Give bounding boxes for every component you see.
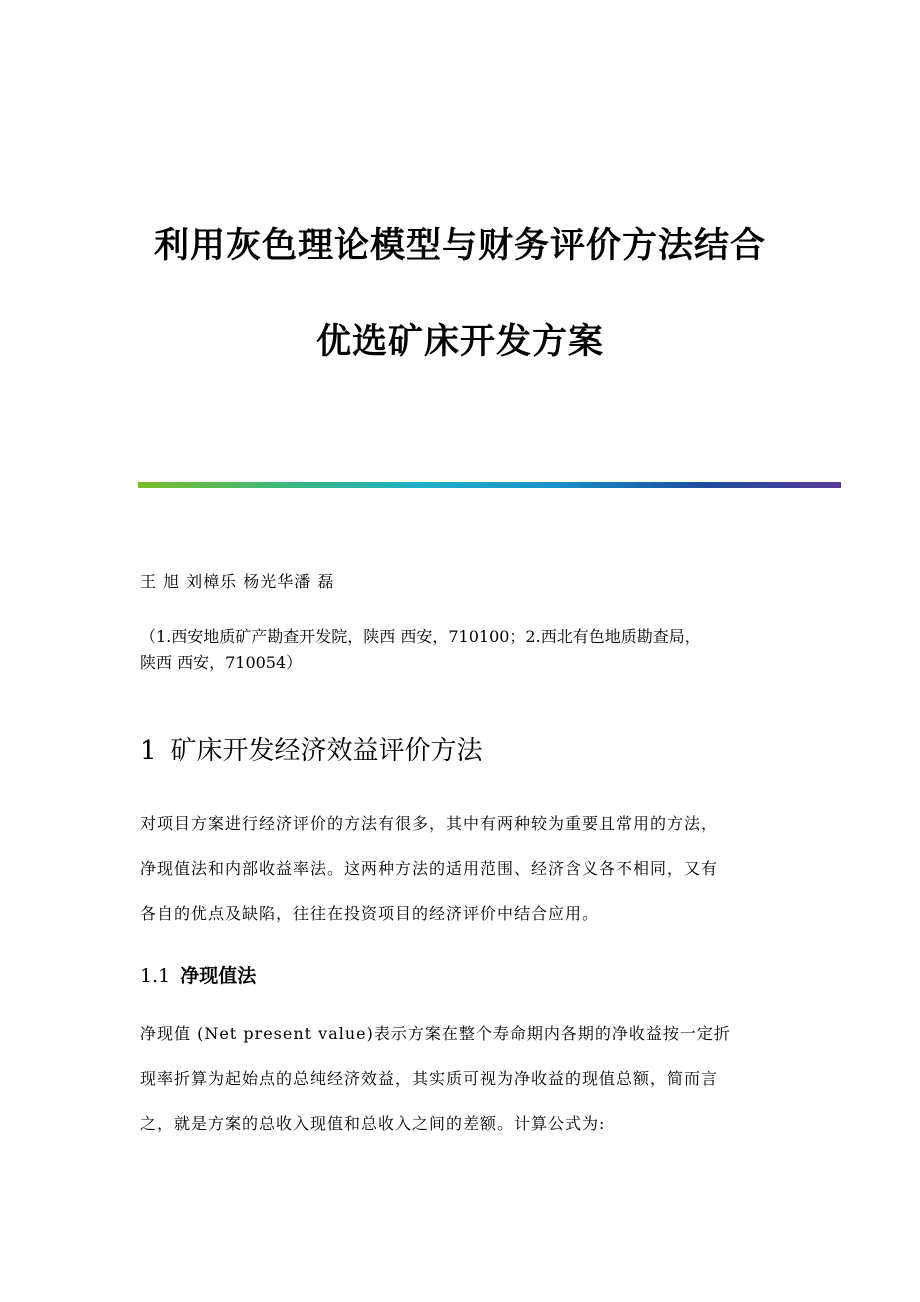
paragraph-line: 净现值 (Net present value)表示方案在整个寿命期内各期的净收益按一定折 bbox=[140, 1024, 731, 1043]
section-paragraph bbox=[140, 801, 780, 936]
affiliation bbox=[140, 624, 780, 676]
section-number: 1 bbox=[140, 736, 157, 766]
paragraph-line: 现率折算为起始点的总纯经济效益，其实质可视为净收益的现值总额，简而言 bbox=[140, 1069, 719, 1088]
author-list: 王 旭 刘樟乐 杨光华潘 磊 bbox=[140, 572, 335, 591]
section-heading bbox=[140, 730, 483, 767]
paragraph-line: 之，就是方案的总收入现值和总收入之间的差额。计算公式为: bbox=[140, 1114, 606, 1133]
title-divider bbox=[138, 482, 841, 488]
subsection-paragraph bbox=[140, 1011, 780, 1146]
affiliation-line-1: （1.西安地质矿产勘查开发院，陕西 西安，710100；2.西北有色地质勘查局， bbox=[140, 627, 701, 646]
document-title-line-2: 优选矿床开发方案 bbox=[315, 322, 604, 362]
document-title-line-1: 利用灰色理论模型与财务评价方法结合 bbox=[153, 226, 766, 266]
paragraph-line: 对项目方案进行经济评价的方法有很多，其中有两种较为重要且常用的方法， bbox=[140, 814, 719, 833]
section-title: 矿床开发经济效益评价方法 bbox=[170, 736, 483, 766]
subsection-number: 1.1 bbox=[140, 965, 171, 987]
subsection-title: 净现值法 bbox=[180, 965, 257, 987]
paragraph-line: 净现值法和内部收益率法。这两种方法的适用范围、经济含义各不相同，又有 bbox=[140, 859, 719, 878]
affiliation-line-2: 陕西 西安，710054） bbox=[140, 653, 303, 672]
paragraph-line: 各自的优点及缺陷，往往在投资项目的经济评价中结合应用。 bbox=[140, 904, 600, 923]
subsection-heading bbox=[140, 961, 256, 988]
